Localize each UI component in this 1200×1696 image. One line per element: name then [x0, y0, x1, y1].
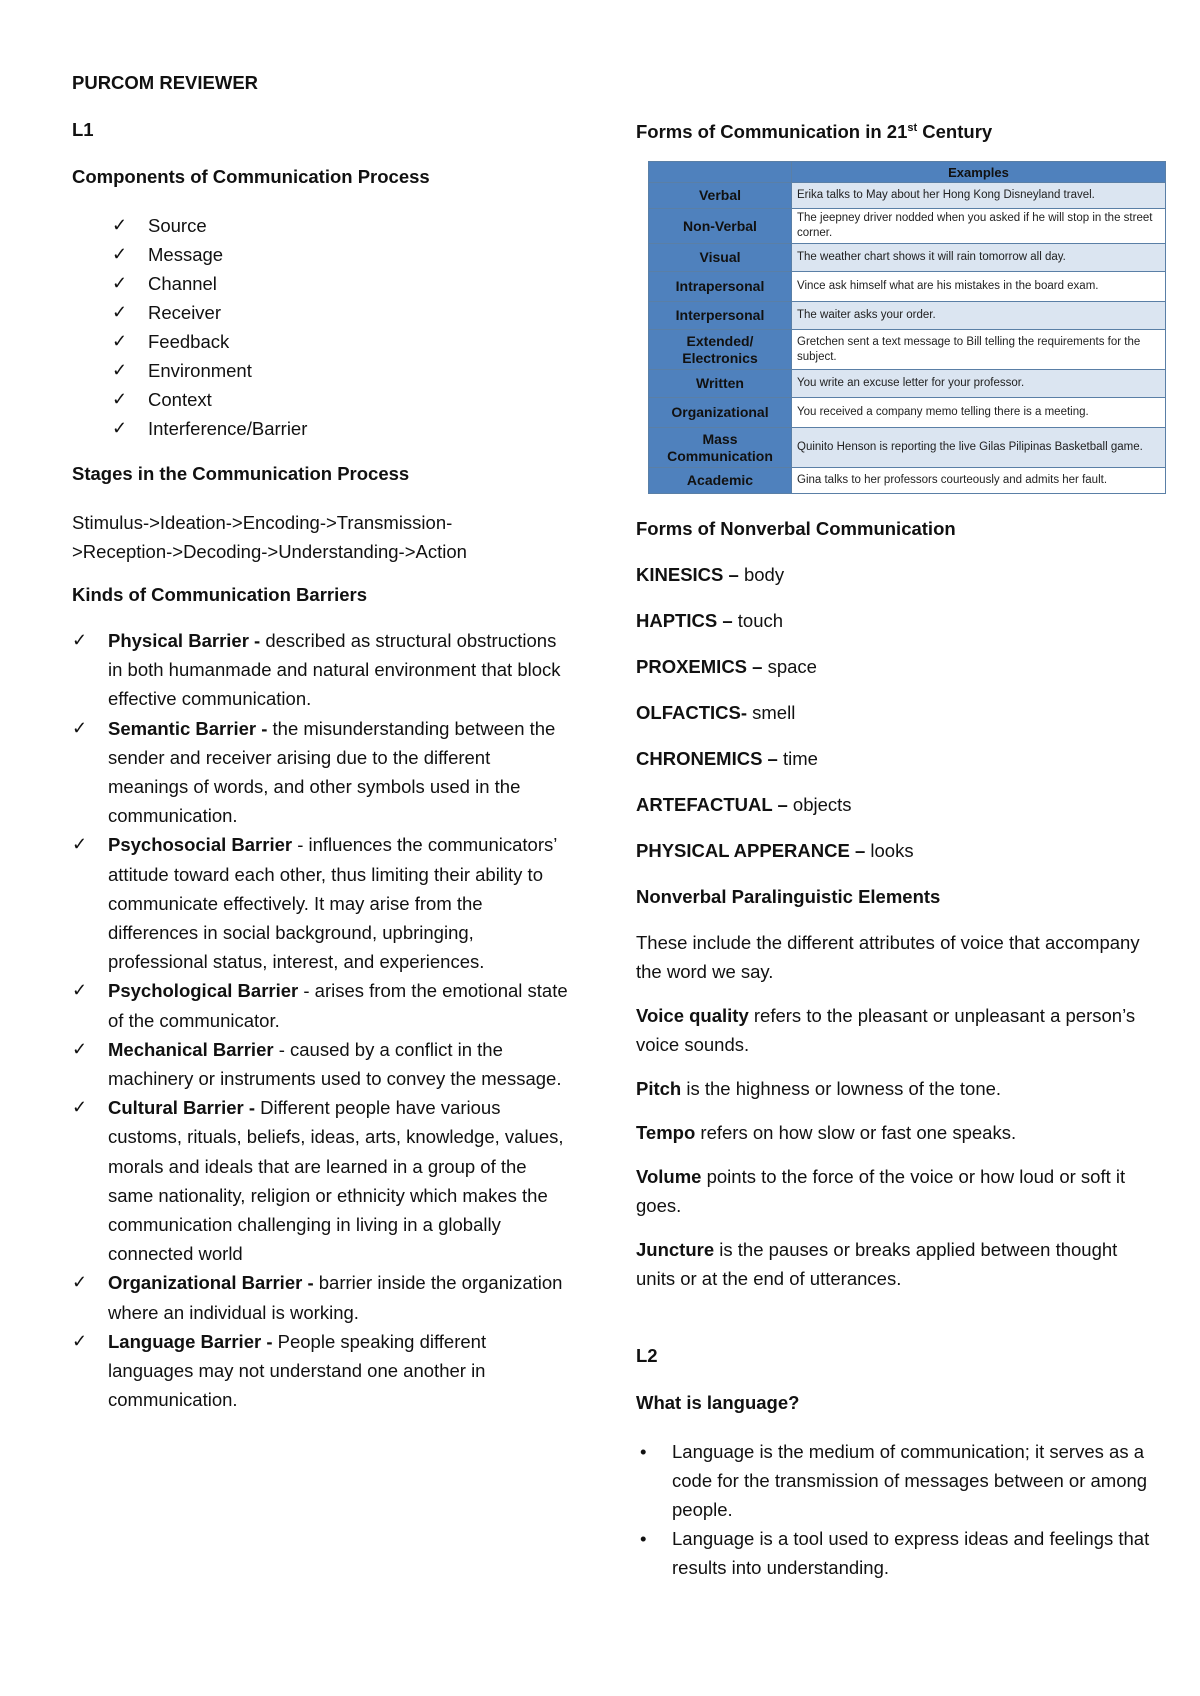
checkmark-icon: ✓ [72, 630, 88, 650]
paralinguistic-item: Juncture is the pauses or breaks applied between thought units or at the end of utterances. [636, 1239, 1118, 1290]
forms-table-image [648, 161, 1166, 494]
table-row: Interpersonal The waiter asks your order. [649, 302, 1166, 330]
nonverbal-item: PHYSICAL APPERANCE – looks [636, 840, 914, 862]
stages-heading: Stages in the Communication Process [72, 463, 410, 484]
table-row: Written You write an excuse letter for your professor. [649, 370, 1166, 398]
table-row: Extended/ Electronics Gretchen sent a text message to Bill telling the requirements for the subject. [649, 330, 1166, 370]
list-item: ✓ Environment [148, 356, 572, 385]
paralinguistic-item: Pitch is the highness or lowness of the tone. [636, 1078, 1002, 1100]
table-row: Verbal Erika talks to May about her Hong Kong Disneyland travel. [649, 183, 1166, 209]
table-row: Non-Verbal The jeepney driver nodded when you asked if he will stop in the street corner. [649, 209, 1166, 244]
list-item: • Language is the medium of communication; it serves as a code for the transmission of messages between or among people. [636, 1437, 1156, 1524]
list-item: ✓ Semantic Barrier - the misunderstanding between the sender and receiver arising due to the different meanings of words, and other symbols used in the communication. [72, 714, 572, 831]
checkmark-icon: ✓ [112, 331, 128, 351]
nonverbal-item: OLFACTICS- smell [636, 702, 796, 724]
language-list [636, 1437, 1156, 1582]
right-column [636, 115, 1156, 1582]
checkmark-icon: ✓ [72, 1272, 88, 1293]
list-item: ✓ Language Barrier - People speaking different languages may not understand one another in communication. [72, 1327, 572, 1415]
language-heading: What is language? [636, 1392, 800, 1414]
bullet-icon: • [640, 1528, 647, 1550]
list-item: ✓ Source [148, 211, 572, 240]
stages-text: Stimulus->Ideation->Encoding->Transmission- >Reception->Decoding->Understanding->Action [72, 512, 467, 562]
list-item: ✓ Psychosocial Barrier - influences the communicators’ attitude toward each other, thus limiting their ability to communicate effectively. It may arise from the differences in social background, upbringing, professional status, interest, and experiences. [72, 830, 572, 976]
left-column [72, 70, 572, 1414]
list-item: ✓ Message [148, 240, 572, 269]
forms-table [648, 161, 1166, 494]
checkmark-icon: ✓ [72, 980, 88, 1001]
table-row: Intrapersonal Vince ask himself what are his mistakes in the board exam. [649, 272, 1166, 302]
list-item: ✓ Cultural Barrier - Different people have various customs, rituals, beliefs, ideas, arts, knowledge, values, morals and ideals that are learned in a group of the same nationality, religion or ethnicity which makes the communication challenging in living in a globally connected world [72, 1093, 572, 1268]
table-row: Academic Gina talks to her professors courteously and admits her fault. [649, 468, 1166, 494]
list-item: ✓ Context [148, 385, 572, 414]
checkmark-icon: ✓ [72, 1038, 88, 1059]
list-item: ✓ Physical Barrier - described as structural obstructions in both humanmade and natural environment that block effective communication. [72, 626, 572, 714]
table-row: Organizational You received a company memo telling there is a meeting. [649, 398, 1166, 428]
list-item: ✓ Organizational Barrier - barrier inside the organization where an individual is working. [72, 1268, 572, 1326]
table-header-row [649, 162, 1166, 183]
paralinguistic-item: Voice quality refers to the pleasant or unpleasant a person’s voice sounds. [636, 1005, 1136, 1056]
checkmark-icon: ✓ [72, 1097, 88, 1118]
table-row: Mass Communication Quinito Henson is reporting the live Gilas Pilipinas Basketball game. [649, 428, 1166, 468]
checkmark-icon: ✓ [112, 215, 128, 235]
nonverbal-item: HAPTICS – touch [636, 610, 784, 632]
nonverbal-item: KINESICS – body [636, 564, 785, 586]
table-row: Visual The weather chart shows it will rain tomorrow all day. [649, 244, 1166, 272]
paralinguistic-heading: Nonverbal Paralinguistic Elements [636, 886, 941, 908]
checkmark-icon: ✓ [112, 273, 128, 293]
forms-heading: Forms of Communication in 21st Century [636, 121, 993, 143]
checkmark-icon: ✓ [112, 360, 128, 380]
paralinguistic-item: Tempo refers on how slow or fast one speaks. [636, 1122, 1017, 1144]
checkmark-icon: ✓ [72, 1330, 88, 1351]
checkmark-icon: ✓ [72, 717, 88, 738]
list-item: ✓ Receiver [148, 298, 572, 327]
checkmark-icon: ✓ [112, 244, 128, 264]
table-header: Examples [792, 162, 1166, 183]
barriers-heading: Kinds of Communication Barriers [72, 584, 368, 605]
paralinguistic-intro: These include the different attributes of voice that accompany the word we say. [636, 932, 1140, 983]
bullet-icon: • [640, 1441, 647, 1463]
list-item: ✓ Channel [148, 269, 572, 298]
list-item: • Language is a tool used to express ideas and feelings that results into understanding. [636, 1524, 1156, 1582]
nonverbal-item: CHRONEMICS – time [636, 748, 818, 770]
components-list [112, 211, 572, 443]
paralinguistic-item: Volume points to the force of the voice or how loud or soft it goes. [636, 1166, 1126, 1217]
checkmark-icon: ✓ [72, 834, 88, 855]
nonverbal-item: PROXEMICS – space [636, 656, 817, 678]
list-item: ✓ Feedback [148, 327, 572, 356]
list-item: ✓ Psychological Barrier - arises from the emotional state of the communicator. [72, 976, 572, 1034]
lesson2-label: L2 [636, 1345, 658, 1367]
checkmark-icon: ✓ [112, 302, 128, 322]
nonverbal-item: ARTEFACTUAL – objects [636, 794, 852, 816]
checkmark-icon: ✓ [112, 418, 128, 438]
nonverbal-heading: Forms of Nonverbal Communication [636, 518, 956, 540]
list-item: ✓ Mechanical Barrier - caused by a conflict in the machinery or instruments used to convey the message. [72, 1035, 572, 1093]
document-title: PURCOM REVIEWER [72, 72, 259, 93]
list-item: ✓ Interference/Barrier [148, 414, 572, 443]
barriers-list [72, 626, 572, 1414]
lesson-label: L1 [72, 119, 94, 140]
components-heading: Components of Communication Process [72, 166, 430, 187]
checkmark-icon: ✓ [112, 389, 128, 409]
